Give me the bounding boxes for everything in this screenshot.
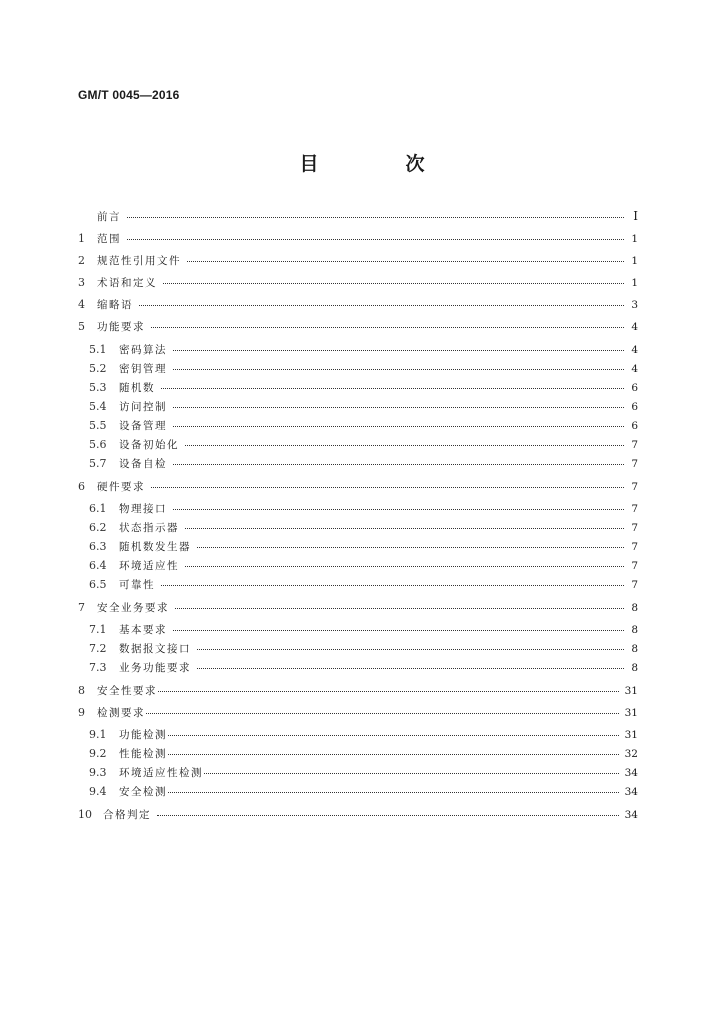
- toc-entry-number: 6.2: [89, 521, 107, 534]
- toc-entry-page: 32: [624, 748, 638, 760]
- toc-entry-label: 密钥管理: [119, 363, 167, 375]
- dot-leader: [146, 713, 619, 714]
- toc-entry[interactable]: [78, 401, 638, 413]
- toc-entry-page: 1: [631, 255, 638, 267]
- standard-code: GM/T 0045—2016: [78, 88, 180, 102]
- toc-entry-number: 10: [78, 808, 92, 821]
- toc-entry-label: 设备自检: [119, 458, 167, 470]
- dot-leader: [161, 585, 624, 586]
- dot-leader: [185, 528, 624, 529]
- dot-leader: [187, 261, 624, 262]
- toc-entry-number: 7.3: [89, 661, 107, 674]
- toc-entry-page: Ⅰ: [633, 209, 638, 223]
- toc-entry[interactable]: [78, 233, 638, 245]
- dot-leader: [197, 668, 624, 669]
- toc-entry-label: 随机数: [119, 382, 155, 394]
- toc-entry[interactable]: [78, 560, 638, 572]
- toc-entry-number: 7.2: [89, 642, 107, 655]
- toc-entry-page: 34: [624, 809, 638, 821]
- toc-entry-label: 规范性引用文件: [97, 255, 181, 267]
- toc-entry-label: 设备初始化: [119, 439, 179, 451]
- toc-entry-page: 8: [631, 602, 638, 614]
- toc-entry[interactable]: [78, 382, 638, 394]
- toc-entry-label: 功能检测: [119, 729, 167, 741]
- toc-entry-number: 5.6: [89, 438, 107, 451]
- toc-entry-page: 7: [631, 503, 638, 515]
- toc-entry-number: 5.2: [89, 362, 107, 375]
- dot-leader: [168, 754, 619, 755]
- toc-entry-label: 前言: [97, 211, 121, 223]
- toc-entry-label: 硬件要求: [97, 481, 145, 493]
- dot-leader: [173, 407, 624, 408]
- toc-entry[interactable]: [78, 277, 638, 289]
- page-title: 目 次: [299, 153, 459, 175]
- dot-leader: [168, 735, 619, 736]
- dot-leader: [161, 388, 624, 389]
- toc-entry-page: 7: [631, 481, 638, 493]
- toc-entry[interactable]: [78, 458, 638, 470]
- toc-entry-number: 6.4: [89, 559, 107, 572]
- toc-entry[interactable]: [78, 624, 638, 636]
- toc-entry-label: 安全业务要求: [97, 602, 169, 614]
- toc-entry[interactable]: [78, 602, 638, 614]
- toc-entry-number: 4: [78, 298, 85, 311]
- toc-entry-label: 安全性要求: [97, 685, 157, 697]
- dot-leader: [151, 327, 624, 328]
- toc-entry[interactable]: [78, 299, 638, 311]
- toc-entry[interactable]: [78, 579, 638, 591]
- toc-entry[interactable]: [78, 321, 638, 333]
- toc-entry-page: 8: [631, 662, 638, 674]
- toc-entry-page: 4: [631, 321, 638, 333]
- toc-entry-number: 3: [78, 276, 85, 289]
- dot-leader: [163, 283, 624, 284]
- dot-leader: [175, 608, 624, 609]
- toc-entry[interactable]: [78, 420, 638, 432]
- toc-entry-label: 设备管理: [119, 420, 167, 432]
- toc-entry-number: 6.5: [89, 578, 107, 591]
- toc-entry-label: 缩略语: [97, 299, 133, 311]
- toc-entry[interactable]: [78, 344, 638, 356]
- dot-leader: [173, 369, 624, 370]
- dot-leader: [168, 792, 619, 793]
- toc-entry[interactable]: [78, 662, 638, 674]
- toc-entry-label: 物理接口: [119, 503, 167, 515]
- toc-entry[interactable]: [78, 210, 638, 223]
- toc-entry-page: 4: [631, 363, 638, 375]
- toc-entry-page: 3: [631, 299, 638, 311]
- toc-entry-page: 31: [624, 707, 638, 719]
- toc-entry-label: 数据报文接口: [119, 643, 191, 655]
- toc-entry-label: 基本要求: [119, 624, 167, 636]
- toc-entry-page: 7: [631, 541, 638, 553]
- toc-entry-label: 范围: [97, 233, 121, 245]
- toc-entry[interactable]: [78, 503, 638, 515]
- toc-entry-number: 6: [78, 480, 85, 493]
- toc-entry-page: 7: [631, 458, 638, 470]
- dot-leader: [185, 445, 624, 446]
- toc-entry-label: 访问控制: [119, 401, 167, 413]
- toc-entry-number: 9.3: [89, 766, 107, 779]
- toc-entry-label: 可靠性: [119, 579, 155, 591]
- toc-entry-label: 随机数发生器: [119, 541, 191, 553]
- toc-entry-page: 6: [631, 420, 638, 432]
- toc-entry[interactable]: [78, 809, 638, 821]
- toc-entry[interactable]: [78, 643, 638, 655]
- toc-entry-number: 7.1: [89, 623, 107, 636]
- toc-entry-page: 6: [631, 382, 638, 394]
- toc-entry-number: 5.7: [89, 457, 107, 470]
- toc-entry-page: 34: [624, 767, 638, 779]
- toc-entry-page: 7: [631, 560, 638, 572]
- toc-entry-number: 5.5: [89, 419, 107, 432]
- toc-entry-page: 1: [631, 277, 638, 289]
- toc-entry-label: 检测要求: [97, 707, 145, 719]
- toc-entry-number: 8: [78, 684, 85, 697]
- toc-entry-label: 状态指示器: [119, 522, 179, 534]
- dot-leader: [173, 464, 624, 465]
- toc-entry-number: 6.3: [89, 540, 107, 553]
- toc-entry-page: 1: [631, 233, 638, 245]
- dot-leader: [197, 649, 624, 650]
- toc-entry[interactable]: [78, 685, 638, 697]
- toc-entry-label: 术语和定义: [97, 277, 157, 289]
- toc-entry-label: 合格判定: [103, 809, 151, 821]
- toc-entry[interactable]: [78, 541, 638, 553]
- dot-leader: [139, 305, 624, 306]
- dot-leader: [173, 630, 624, 631]
- toc-entry-label: 安全检测: [119, 786, 167, 798]
- toc-entry-label: 功能要求: [97, 321, 145, 333]
- toc-entry-label: 环境适应性: [119, 560, 179, 572]
- dot-leader: [204, 773, 619, 774]
- dot-leader: [197, 547, 624, 548]
- toc-entry-page: 8: [631, 624, 638, 636]
- toc-entry[interactable]: [78, 439, 638, 451]
- toc-entry-number: 7: [78, 601, 85, 614]
- dot-leader: [127, 217, 624, 218]
- dot-leader: [173, 509, 624, 510]
- toc-entry[interactable]: [78, 255, 638, 267]
- toc-entry-label: 密码算法: [119, 344, 167, 356]
- toc-entry-page: 34: [624, 786, 638, 798]
- toc-entry[interactable]: [78, 481, 638, 493]
- toc-entry-label: 性能检测: [119, 748, 167, 760]
- toc-entry-page: 6: [631, 401, 638, 413]
- toc-entry-page: 7: [631, 579, 638, 591]
- dot-leader: [158, 691, 619, 692]
- toc-entry-page: 4: [631, 344, 638, 356]
- toc-entry-number: 5.4: [89, 400, 107, 413]
- toc-entry-page: 8: [631, 643, 638, 655]
- toc-entry-number: 6.1: [89, 502, 107, 515]
- toc-entry[interactable]: [78, 707, 638, 719]
- toc-entry[interactable]: [78, 729, 638, 741]
- toc-entry-page: 7: [631, 439, 638, 451]
- dot-leader: [127, 239, 624, 240]
- toc-entry-label: 业务功能要求: [119, 662, 191, 674]
- toc-entry-number: 9.1: [89, 728, 107, 741]
- toc-entry-page: 31: [624, 685, 638, 697]
- dot-leader: [173, 426, 624, 427]
- toc-entry-number: 1: [78, 232, 85, 245]
- toc-entry-number: 9: [78, 706, 85, 719]
- toc-entry-number: 5: [78, 320, 85, 333]
- toc-entry-page: 7: [631, 522, 638, 534]
- dot-leader: [173, 350, 624, 351]
- toc-entry[interactable]: [78, 786, 638, 798]
- toc-entry[interactable]: [78, 363, 638, 375]
- dot-leader: [185, 566, 624, 567]
- dot-leader: [157, 815, 619, 816]
- toc-entry-label: 环境适应性检测: [119, 767, 203, 779]
- toc-entry-number: 5.1: [89, 343, 107, 356]
- toc-entry[interactable]: [78, 767, 638, 779]
- toc-entry-number: 9.4: [89, 785, 107, 798]
- toc-entry-number: 9.2: [89, 747, 107, 760]
- toc-entry-number: 2: [78, 254, 85, 267]
- toc-entry[interactable]: [78, 748, 638, 760]
- toc-entry[interactable]: [78, 522, 638, 534]
- dot-leader: [151, 487, 624, 488]
- toc-entry-number: 5.3: [89, 381, 107, 394]
- toc-entry-page: 31: [624, 729, 638, 741]
